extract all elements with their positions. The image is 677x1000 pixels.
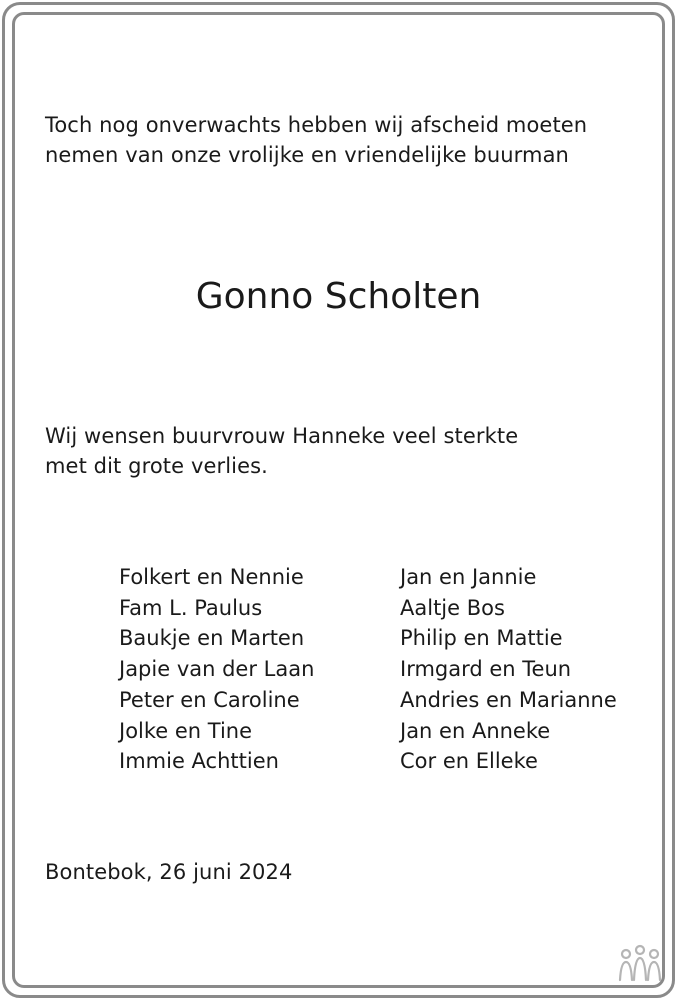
intro-text [45,110,587,170]
signatory: Baukje en Marten [119,626,305,651]
wish-text [45,421,518,481]
intro-line-2: nemen van onze vrolijke en vriendelijke buurman [45,143,569,167]
signatories-left [119,562,314,777]
signatory: Jolke en Tine [119,718,253,743]
signatory: Peter en Caroline [119,687,300,712]
people-group-icon [616,944,664,984]
place-date: Bontebok, 26 juni 2024 [45,860,293,884]
signatory: Andries en Marianne [400,687,617,712]
signatory: Jan en Jannie [400,565,537,589]
signatories-right [400,562,617,777]
signatory: Irmgard en Teun [400,657,572,682]
wish-line-1: Wij wensen buurvrouw Hanneke veel sterkte [45,424,519,448]
signatory: Japie van der Laan [119,657,315,682]
signatory: Fam L. Paulus [119,595,263,620]
signatory: Folkert en Nennie [119,565,304,589]
signatory: Jan en Anneke [400,718,551,743]
wish-line-2: met dit grote verlies. [45,454,268,478]
signatory: Immie Achttien [119,749,279,774]
deceased-name: Gonno Scholten [195,276,482,317]
intro-line-1: Toch nog onverwachts hebben wij afscheid moeten [45,113,588,137]
signatory: Aaltje Bos [400,595,505,620]
signatory: Cor en Elleke [400,749,538,774]
signatory: Philip en Mattie [400,626,563,651]
